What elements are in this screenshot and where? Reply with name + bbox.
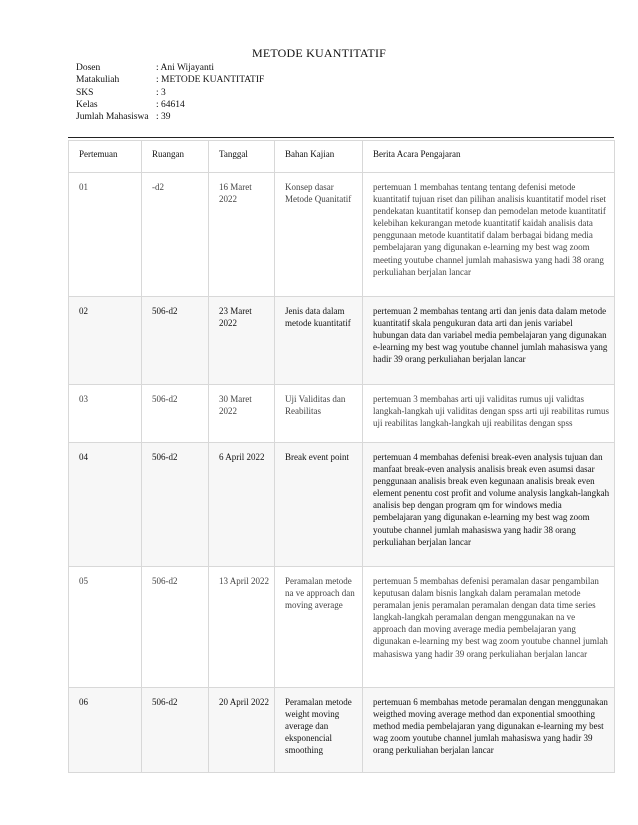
table-row bbox=[69, 567, 615, 688]
course-info bbox=[76, 62, 264, 123]
table-top-rule bbox=[68, 137, 614, 138]
info-label: SKS bbox=[76, 87, 94, 98]
cell-tanggal: 23 Maret 2022 bbox=[209, 297, 275, 385]
column-header-bahan-kajian: Bahan Kajian bbox=[275, 141, 363, 173]
info-value: : 3 bbox=[156, 87, 166, 98]
table-header-row bbox=[69, 141, 615, 173]
cell-pertemuan: 04 bbox=[69, 443, 142, 567]
table-row bbox=[69, 688, 615, 773]
column-header-ruangan: Ruangan bbox=[142, 141, 209, 173]
cell-pertemuan: 06 bbox=[69, 688, 142, 773]
cell-bahan-kajian: Peramalan metode weight moving average dan eksponencial smoothing bbox=[275, 688, 363, 773]
info-value: : Ani Wijayanti bbox=[156, 63, 215, 73]
cell-pertemuan: 05 bbox=[69, 567, 142, 688]
info-row-kelas bbox=[76, 99, 264, 111]
info-row-matakuliah bbox=[76, 74, 264, 86]
cell-ruangan: -d2 bbox=[142, 173, 209, 297]
cell-tanggal: 30 Maret 2022 bbox=[209, 385, 275, 443]
cell-tanggal: 13 April 2022 bbox=[209, 567, 275, 688]
table-row bbox=[69, 385, 615, 443]
cell-pertemuan: 02 bbox=[69, 297, 142, 385]
info-value: : 64614 bbox=[156, 99, 185, 110]
cell-tanggal: 6 April 2022 bbox=[209, 443, 275, 567]
info-value: : 39 bbox=[156, 112, 171, 123]
info-label: Dosen bbox=[76, 63, 101, 73]
cell-berita-acara: pertemuan 2 membahas tentang arti dan jenis data dalam metode kuantitatif skala pengukuran data arti dan jenis variabel hubungan data dan variabel media pembelajaran yang digunakan e-learning my best wag youtube channel jumlah mahasiswa yang hadir 39 orang perkuliahan berjalan lancar bbox=[363, 297, 615, 385]
cell-bahan-kajian: Peramalan metode na ve approach dan moving average bbox=[275, 567, 363, 688]
cell-pertemuan: 01 bbox=[69, 173, 142, 297]
cell-berita-acara: pertemuan 5 membahas defenisi peramalan dasar pengambilan keputusan dalam bisnis langkah dalam peramalan metode peramalan jenis peramalan peramalan dengan data time series langkah-langkah peramalan dengan menggunakan na ve approach dan moving average media pembelajaran yang digunakan e-learning my best wag zoom youtube channel jumlah mahasiswa yang hadir 39 orang perkuliahan berjalan lancar bbox=[363, 567, 615, 688]
table-row bbox=[69, 297, 615, 385]
cell-ruangan: 506-d2 bbox=[142, 567, 209, 688]
column-header-tanggal: Tanggal bbox=[209, 141, 275, 173]
attendance-table bbox=[68, 140, 615, 773]
cell-pertemuan: 03 bbox=[69, 385, 142, 443]
table-row bbox=[69, 173, 615, 297]
cell-berita-acara: pertemuan 1 membahas tentang tentang defenisi metode kuantitatif tujuan riset dan pilihan analisis kuantitatif model riset pendekatan kuantitatif konsep dan pemodelan metode kuantitatif kelebihan kekurangan metode kuantitatif kaidah analisis data penggunaan metode kuantitatif dalam berbagai bidang media pembelajaran yang digunakan e-learning my best wag zoom meeting youtube channel jumlah mahasiswa yang hadi 38 orang perkuliahan berjalan lancar bbox=[363, 173, 615, 297]
cell-ruangan: 506-d2 bbox=[142, 443, 209, 567]
cell-bahan-kajian: Uji Validitas dan Reabilitas bbox=[275, 385, 363, 443]
info-row-dosen bbox=[76, 62, 264, 74]
cell-ruangan: 506-d2 bbox=[142, 297, 209, 385]
info-row-jumlah-mahasiswa bbox=[76, 111, 264, 123]
cell-berita-acara: pertemuan 6 membahas metode peramalan dengan menggunakan weigthed moving average method dan exponential smoothing method media pembelajaran yang digunakan e-learning my best wag zoom youtube channel jumlah mahasiswa yang hadir 39 orang perkuliahan berjalan lancar bbox=[363, 688, 615, 773]
cell-bahan-kajian: Break event point bbox=[275, 443, 363, 567]
cell-tanggal: 16 Maret 2022 bbox=[209, 173, 275, 297]
column-header-pertemuan: Pertemuan bbox=[69, 141, 142, 173]
cell-bahan-kajian: Konsep dasar Metode Quanitatif bbox=[275, 173, 363, 297]
document-title: METODE KUANTITATIF bbox=[251, 46, 387, 60]
cell-berita-acara: pertemuan 3 membahas arti uji validitas rumus uji validtas langkah-langkah uji validitas dengan spss arti uji reabilitas rumus uji reabilitas langkah-langkah uji reabilitas dengan spss bbox=[363, 385, 615, 443]
cell-bahan-kajian: Jenis data dalam metode kuantitatif bbox=[275, 297, 363, 385]
info-value: : METODE KUANTITATIF bbox=[156, 75, 265, 86]
info-row-sks bbox=[76, 87, 264, 99]
info-label: Matakuliah bbox=[76, 75, 120, 86]
table-row bbox=[69, 443, 615, 567]
column-header-berita-acara: Berita Acara Pengajaran bbox=[363, 141, 615, 173]
info-label: Kelas bbox=[76, 99, 98, 110]
cell-ruangan: 506-d2 bbox=[142, 385, 209, 443]
cell-berita-acara: pertemuan 4 membahas defenisi break-even analysis tujuan dan manfaat break-even analysis analisis break even asumsi dasar penggunaan analisis break even kegunaan analisis break even element penentu cost profit and volume analysis langkah-langkah analisis bep dengan program qm for windows media pembelajaran yang digunakan e-learning my best wag zoom youtube channel jumlah mahasiswa yang hadir 38 orang perkuliahan berjalan lancar bbox=[363, 443, 615, 567]
cell-ruangan: 506-d2 bbox=[142, 688, 209, 773]
info-label: Jumlah Mahasiswa bbox=[76, 112, 149, 123]
cell-tanggal: 20 April 2022 bbox=[209, 688, 275, 773]
